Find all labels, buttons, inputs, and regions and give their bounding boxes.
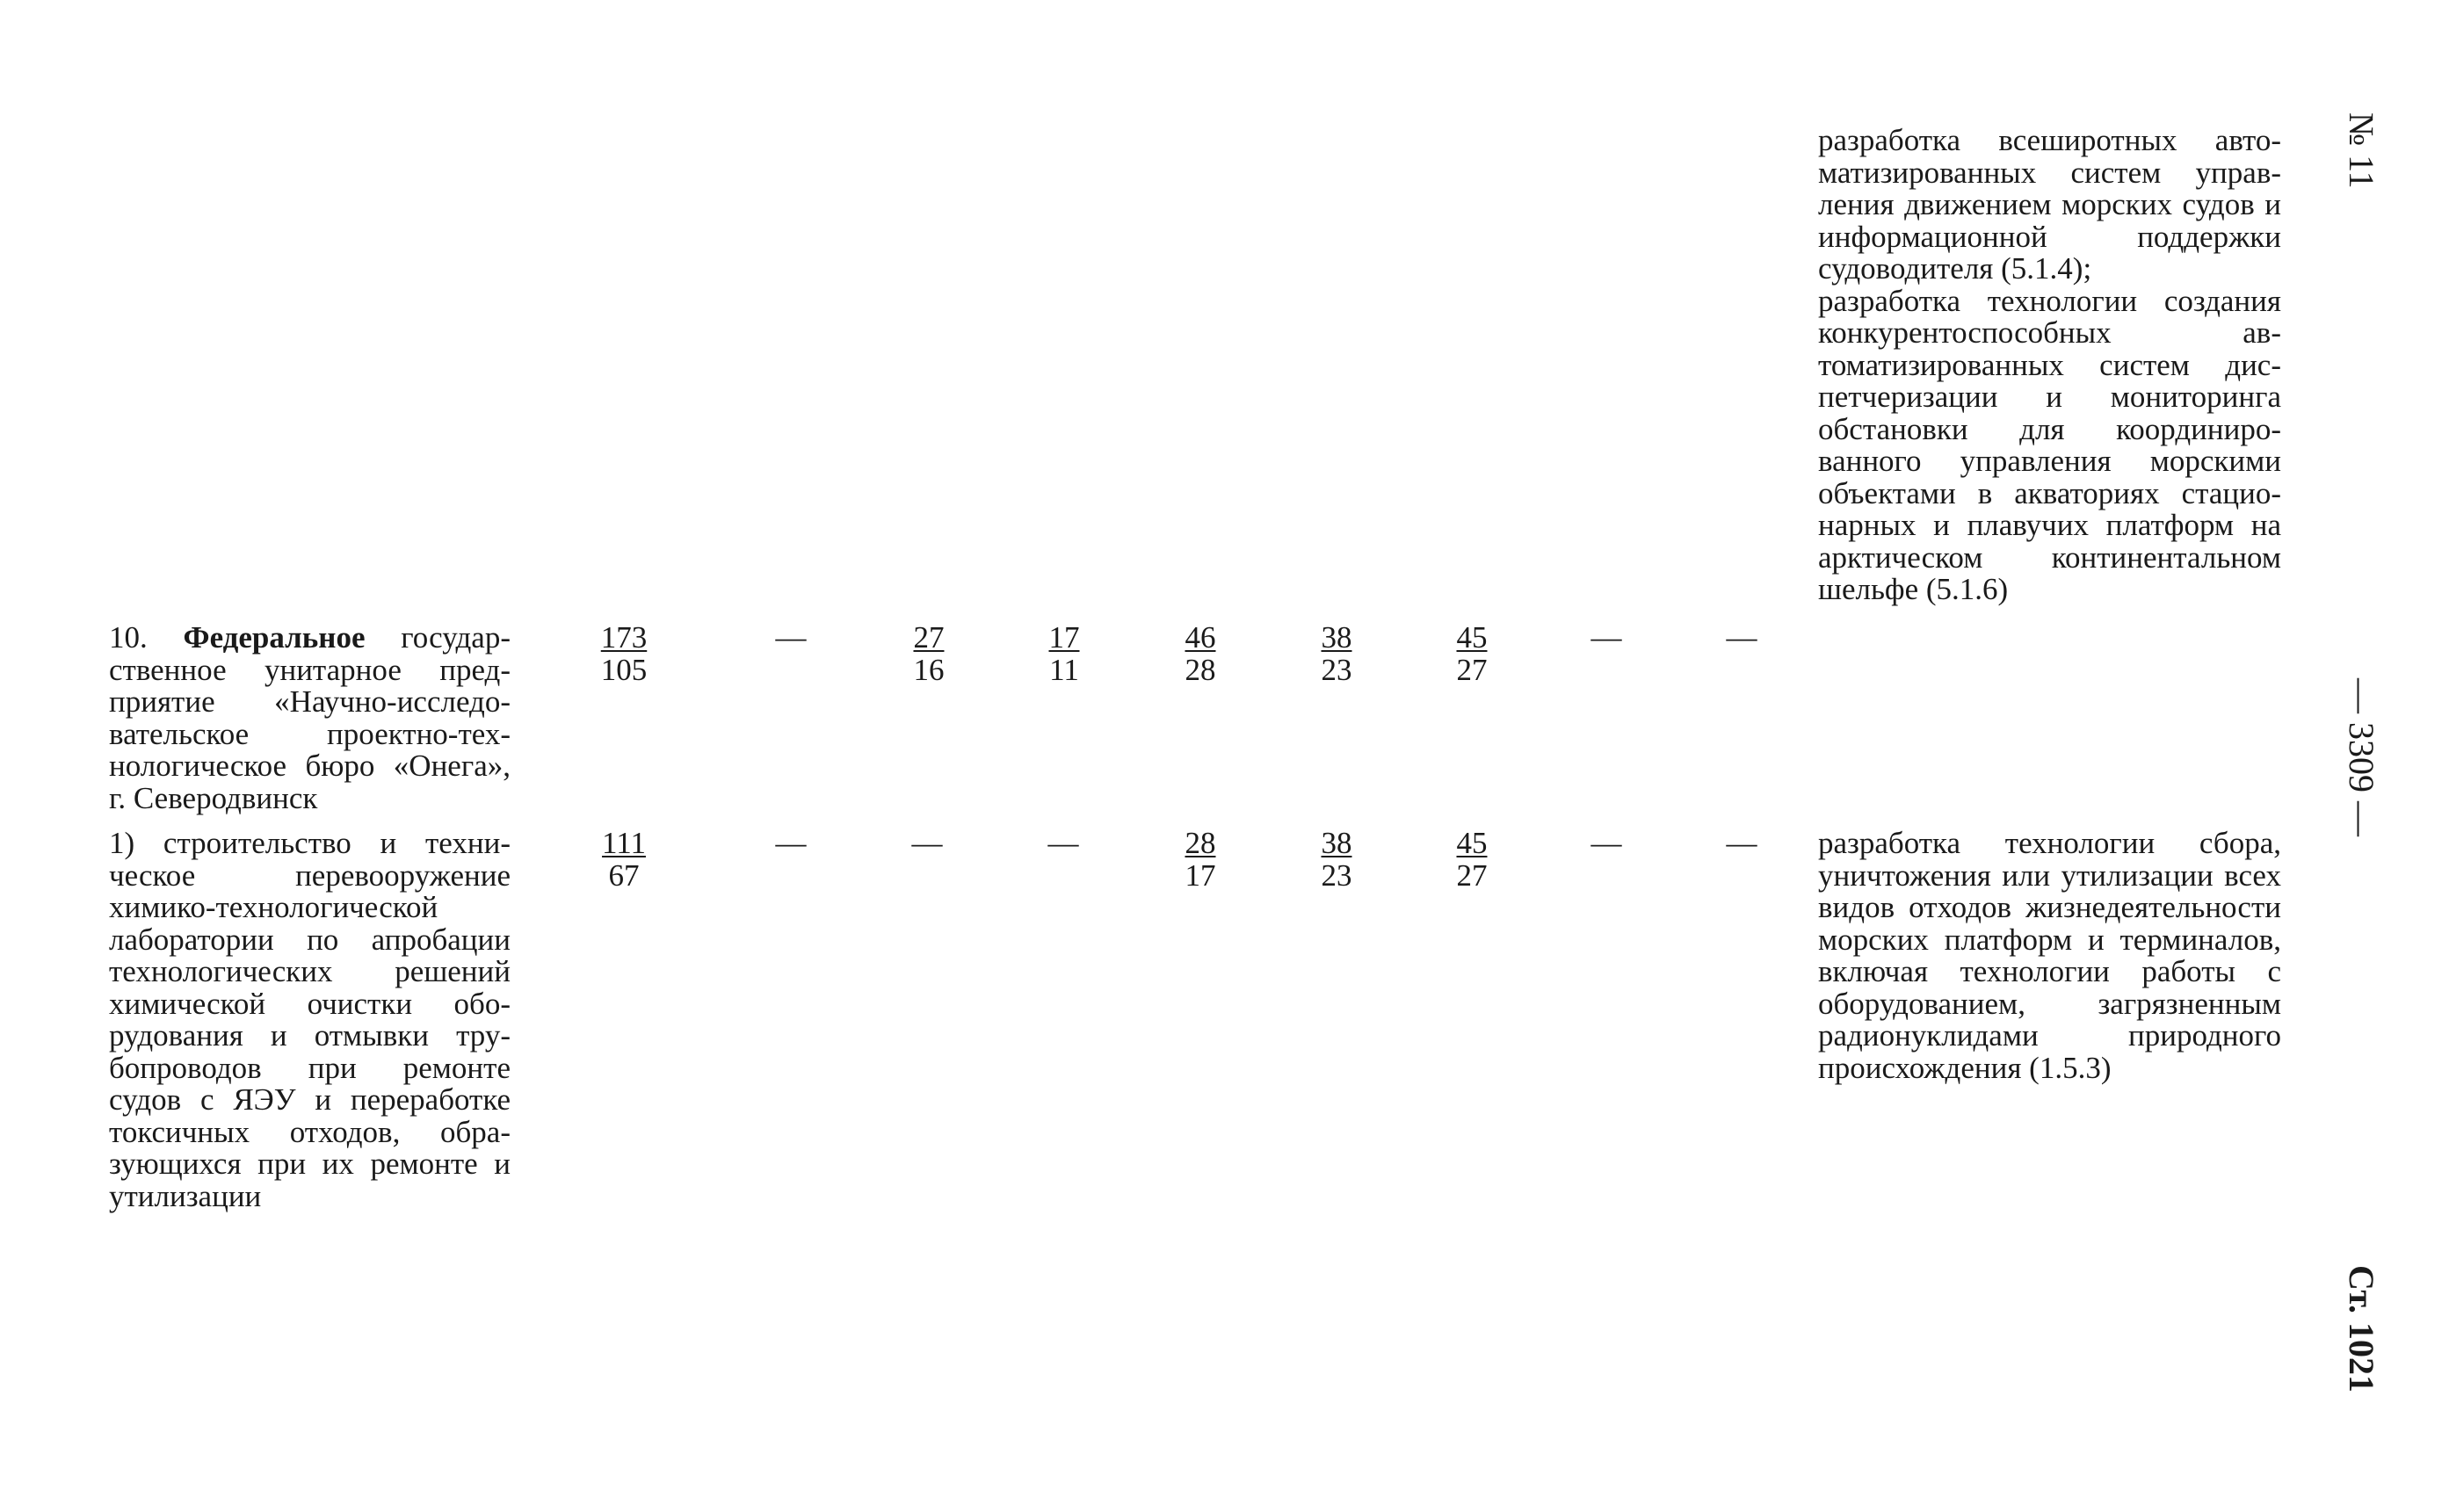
value-cell bbox=[747, 622, 835, 655]
article-number: Ст. 1021 bbox=[2342, 1265, 2381, 1393]
fraction-denominator: 27 bbox=[1456, 652, 1488, 687]
dash-value: — bbox=[1590, 620, 1622, 655]
value-cell bbox=[1698, 622, 1786, 655]
issue-number: № 11 bbox=[2342, 112, 2381, 189]
dash-value: — bbox=[911, 826, 943, 860]
fraction-denominator: 23 bbox=[1321, 857, 1352, 893]
value-cell bbox=[747, 828, 835, 860]
fraction-value bbox=[1049, 622, 1080, 686]
value-cell bbox=[1020, 622, 1108, 686]
description-paragraph: разработка технологии сбора, уничтожения или утилизации всех видов отходов жизнедеятельности морских платформ и терминалов, включая технологии работы с оборудованием, загрязненным радионуклидами природного происхождения (1.5.3) bbox=[1818, 826, 2281, 1085]
fraction-value bbox=[1185, 622, 1216, 686]
fraction-numerator: 173 bbox=[600, 620, 648, 655]
value-cell bbox=[1428, 622, 1516, 686]
fraction-denominator: 16 bbox=[913, 652, 945, 687]
row-1-name bbox=[109, 828, 511, 1212]
dash-value: — bbox=[1726, 826, 1757, 860]
value-cell bbox=[1293, 828, 1380, 892]
fraction-value bbox=[1185, 828, 1216, 892]
fraction-value bbox=[1322, 622, 1352, 686]
fraction-value bbox=[602, 828, 646, 892]
dash-value: — bbox=[1726, 620, 1757, 655]
row-1-description bbox=[1818, 828, 2281, 1084]
fraction-numerator: 45 bbox=[1456, 620, 1488, 655]
fraction-denominator: 67 bbox=[608, 857, 640, 893]
value-cell bbox=[580, 828, 668, 892]
fraction-value bbox=[1322, 828, 1352, 892]
fraction-numerator: 27 bbox=[913, 620, 945, 655]
value-cell bbox=[1562, 622, 1650, 655]
dash-value: — bbox=[1590, 826, 1622, 860]
fraction-denominator: 17 bbox=[1185, 857, 1216, 893]
fraction-denominator: 105 bbox=[600, 652, 648, 687]
fraction-denominator: 11 bbox=[1049, 652, 1079, 687]
fraction-value bbox=[601, 622, 648, 686]
fraction-numerator: 111 bbox=[602, 826, 646, 860]
dash-value: — bbox=[1047, 826, 1079, 860]
dash-value: — bbox=[775, 620, 807, 655]
description-paragraph: разработка технологии создания конкурентоспособных автоматизированных систем диспетчеризации и мониторинга обстановки для координированного управления морскими объектами в акваториях стационарных и плавучих платформ на арктическом континентальном шельфе (5.1.6) bbox=[1818, 283, 2281, 606]
fraction-denominator: 27 bbox=[1456, 857, 1488, 893]
fraction-value bbox=[1457, 622, 1488, 686]
dash-value: — bbox=[775, 826, 807, 860]
row-number: 10. bbox=[109, 620, 148, 655]
value-cell bbox=[1293, 622, 1380, 686]
project-name: 1) строительство и техническое перевооружение химико-технологической лаборатории по апробации технологических решений химической очистки оборудования и отмывки трубопроводов при ремонте судов с ЯЭУ и переработке токсичных отходов, образующихся при их ремонте и утилизации bbox=[109, 826, 511, 1213]
org-name-bold: Федеральное bbox=[183, 620, 366, 655]
fraction-numerator: 45 bbox=[1456, 826, 1488, 860]
fraction-denominator: 23 bbox=[1321, 652, 1352, 687]
value-cell bbox=[885, 622, 973, 686]
fraction-value bbox=[914, 622, 945, 686]
top-right-description bbox=[1818, 125, 2281, 606]
value-cell bbox=[1562, 828, 1650, 860]
fraction-numerator: 38 bbox=[1321, 620, 1352, 655]
fraction-numerator: 17 bbox=[1048, 620, 1080, 655]
fraction-value bbox=[1457, 828, 1488, 892]
fraction-denominator: 28 bbox=[1185, 652, 1216, 687]
fraction-numerator: 46 bbox=[1185, 620, 1216, 655]
value-cell bbox=[1428, 828, 1516, 892]
value-cell bbox=[883, 828, 971, 860]
row-10-name bbox=[109, 622, 511, 814]
value-cell bbox=[580, 622, 668, 686]
page-marker: — 3309 — bbox=[2342, 678, 2381, 836]
fraction-numerator: 38 bbox=[1321, 826, 1352, 860]
value-cell bbox=[1698, 828, 1786, 860]
value-cell bbox=[1019, 828, 1107, 860]
value-cell bbox=[1156, 622, 1244, 686]
description-paragraph: разработка всеширотных автоматизированных систем управления движением морских судов и информационной поддержки судоводителя (5.1.4); bbox=[1818, 123, 2281, 286]
org-name-rest: государственное унитарное предприятие «Научно-исследовательское проектно-технологическое бюро «Онега», г. Северодвинск bbox=[109, 620, 511, 815]
fraction-numerator: 28 bbox=[1185, 826, 1216, 860]
value-cell bbox=[1156, 828, 1244, 892]
